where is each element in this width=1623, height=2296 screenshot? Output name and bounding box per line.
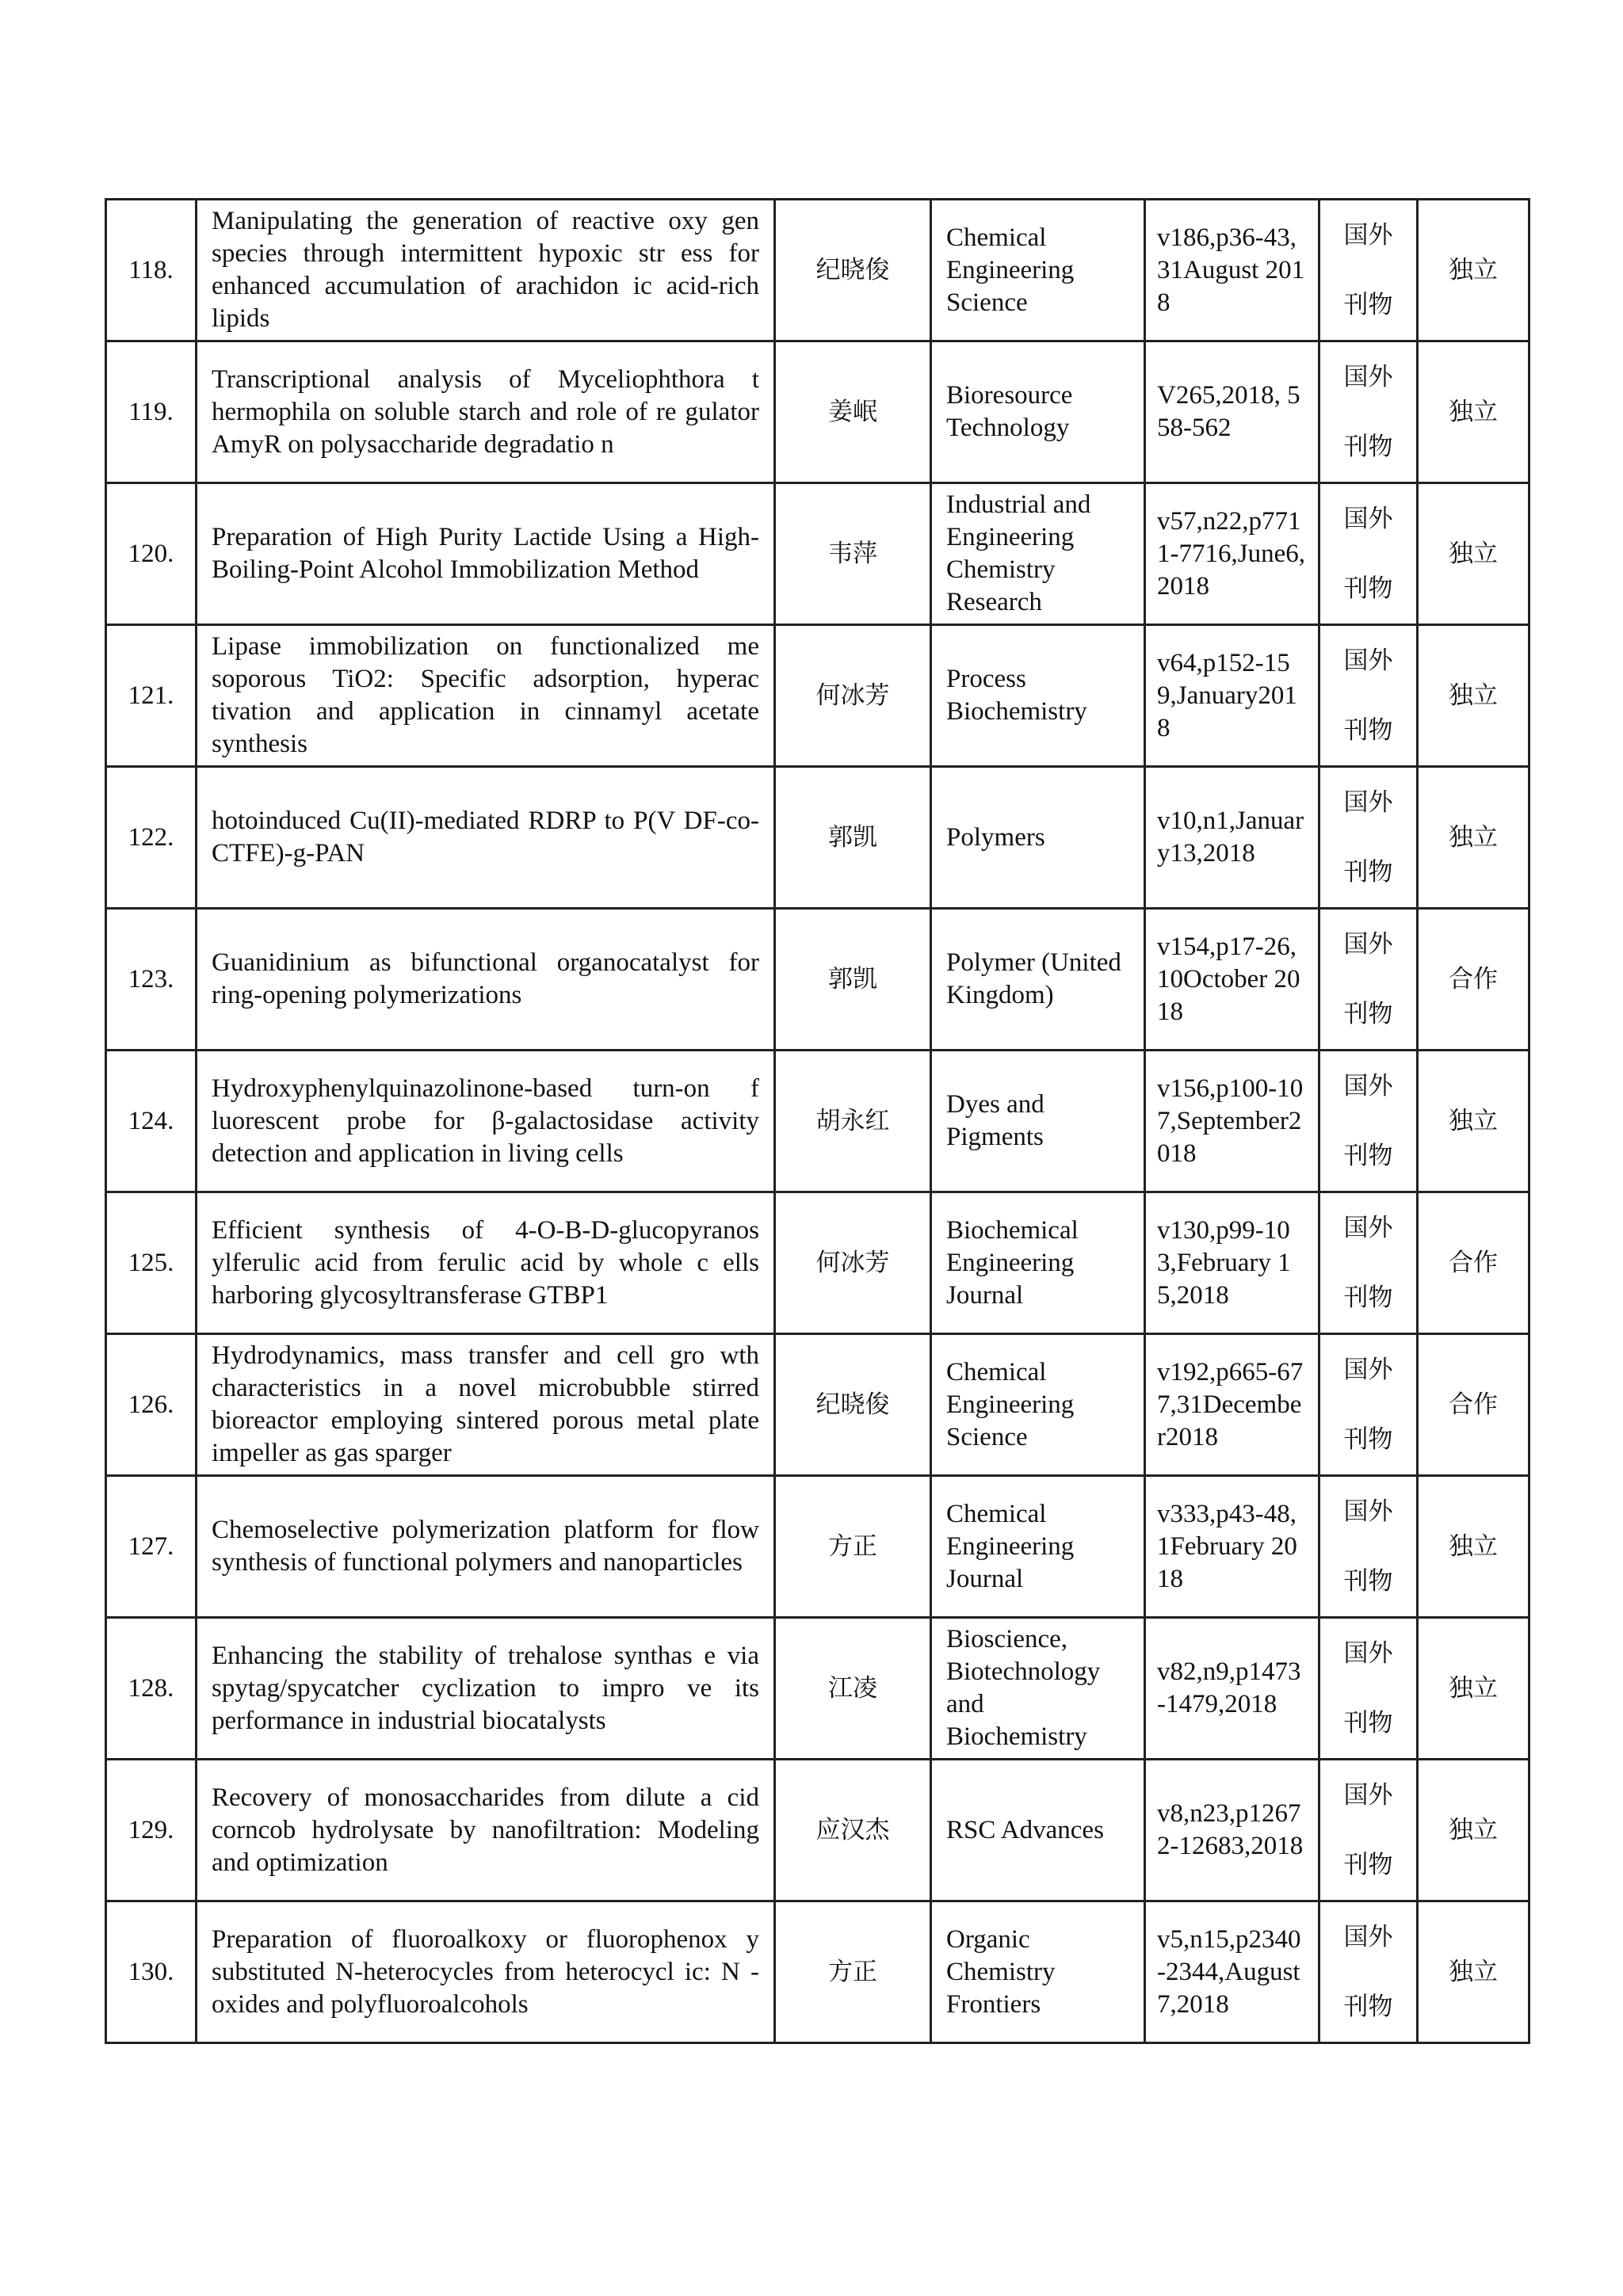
row-number: 124.: [106, 1051, 197, 1192]
publication-origin: [1319, 1618, 1418, 1760]
table-row: [106, 1051, 1529, 1192]
origin-text: 国外: [1343, 646, 1393, 675]
authorship-category: 独立: [1418, 767, 1529, 909]
origin-text: 刊物: [1343, 1993, 1393, 2021]
row-number: 129.: [106, 1760, 197, 1901]
authorship-category: 独立: [1418, 1760, 1529, 1901]
origin-text: 国外: [1343, 788, 1393, 817]
paper-title: Transcriptional analysis of Myceliophthora t hermophila on soluble starch and role of re gulator AmyR on polysaccharide degradatio n: [197, 341, 775, 483]
origin-text: 国外: [1343, 1923, 1393, 1951]
row-number: 121.: [106, 625, 197, 767]
volume-pages-date: v64,p152-159,January2018: [1145, 625, 1319, 767]
publication-origin: [1319, 1901, 1418, 2043]
paper-title: Lipase immobilization on functionalized me soporous TiO2: Specific adsorption, hyperac tivation and application in cinnamyl acetate synthesis: [197, 625, 775, 767]
publications-table: [105, 198, 1530, 2044]
volume-pages-date: v5,n15,p2340-2344,August7,2018: [1145, 1901, 1319, 2043]
table-row: [106, 1192, 1529, 1334]
authorship-category: 独立: [1418, 1051, 1529, 1192]
authorship-category: 独立: [1418, 1901, 1529, 2043]
row-number: 123.: [106, 909, 197, 1051]
volume-pages-date: v186,p36-43,31August 2018: [1145, 200, 1319, 341]
journal-name: Industrial and Engineering Chemistry Research: [931, 483, 1145, 625]
volume-pages-date: v333,p43-48,1February 2018: [1145, 1476, 1319, 1618]
publication-origin: [1319, 1192, 1418, 1334]
publication-origin: [1319, 1334, 1418, 1476]
origin-text: 刊物: [1343, 574, 1393, 603]
publication-origin: [1319, 1476, 1418, 1618]
row-number: 122.: [106, 767, 197, 909]
journal-name: Chemical Engineering Journal: [931, 1476, 1145, 1618]
publication-origin: [1319, 200, 1418, 341]
origin-text: 刊物: [1343, 433, 1393, 461]
journal-name: Polymers: [931, 767, 1145, 909]
author-name: 郭凯: [775, 909, 931, 1051]
origin-text: 国外: [1343, 221, 1393, 250]
authorship-category: 独立: [1418, 341, 1529, 483]
table-row: [106, 1760, 1529, 1901]
table-row: [106, 1476, 1529, 1618]
author-name: 姜岷: [775, 341, 931, 483]
journal-name: Chemical Engineering Science: [931, 1334, 1145, 1476]
origin-text: 刊物: [1343, 858, 1393, 887]
origin-text: 刊物: [1343, 1567, 1393, 1596]
origin-text: 刊物: [1343, 1851, 1393, 1879]
journal-name: Process Biochemistry: [931, 625, 1145, 767]
publication-origin: [1319, 1051, 1418, 1192]
publication-origin: [1319, 483, 1418, 625]
paper-title: Preparation of High Purity Lactide Using a High-Boiling-Point Alcohol Immobilization Method: [197, 483, 775, 625]
table-row: [106, 200, 1529, 341]
row-number: 126.: [106, 1334, 197, 1476]
journal-name: Organic Chemistry Frontiers: [931, 1901, 1145, 2043]
origin-text: 刊物: [1343, 1425, 1393, 1454]
volume-pages-date: V265,2018, 558-562: [1145, 341, 1319, 483]
table-row: [106, 483, 1529, 625]
authorship-category: 独立: [1418, 483, 1529, 625]
origin-text: 国外: [1343, 1356, 1393, 1384]
author-name: 韦萍: [775, 483, 931, 625]
paper-title: Hydroxyphenylquinazolinone-based turn-on f luorescent probe for β-galactosidase activity detection and application in living cells: [197, 1051, 775, 1192]
origin-text: 国外: [1343, 363, 1393, 391]
table-row: [106, 341, 1529, 483]
paper-title: Enhancing the stability of trehalose synthas e via spytag/spycatcher cyclization to impro ve its performance in industrial biocatalysts: [197, 1618, 775, 1760]
origin-text: 国外: [1343, 505, 1393, 533]
table-row: [106, 909, 1529, 1051]
row-number: 127.: [106, 1476, 197, 1618]
journal-name: Dyes and Pigments: [931, 1051, 1145, 1192]
journal-name: Biochemical Engineering Journal: [931, 1192, 1145, 1334]
author-name: 郭凯: [775, 767, 931, 909]
authorship-category: 独立: [1418, 625, 1529, 767]
origin-text: 刊物: [1343, 1283, 1393, 1312]
paper-title: Manipulating the generation of reactive oxy gen species through intermittent hypoxic str ess for enhanced accumulation of arachidon ic acid-rich lipids: [197, 200, 775, 341]
paper-title: Efficient synthesis of 4-O-B-D-glucopyranos ylferulic acid from ferulic acid by whole c ells harboring glycosyltransferase GTBP1: [197, 1192, 775, 1334]
origin-text: 刊物: [1343, 1000, 1393, 1028]
row-number: 125.: [106, 1192, 197, 1334]
author-name: 应汉杰: [775, 1760, 931, 1901]
paper-title: Chemoselective polymerization platform for flow synthesis of functional polymers and nanoparticles: [197, 1476, 775, 1618]
authorship-category: 合作: [1418, 1334, 1529, 1476]
origin-text: 国外: [1343, 1214, 1393, 1242]
table-row: [106, 767, 1529, 909]
volume-pages-date: v154,p17-26,10October 2018: [1145, 909, 1319, 1051]
authorship-category: 独立: [1418, 1476, 1529, 1618]
volume-pages-date: v156,p100-107,September2018: [1145, 1051, 1319, 1192]
row-number: 119.: [106, 341, 197, 483]
publication-origin: [1319, 767, 1418, 909]
author-name: 江凌: [775, 1618, 931, 1760]
journal-name: Bioscience, Biotechnology and Biochemistry: [931, 1618, 1145, 1760]
origin-text: 国外: [1343, 1781, 1393, 1810]
origin-text: 国外: [1343, 1072, 1393, 1100]
origin-text: 刊物: [1343, 291, 1393, 319]
author-name: 方正: [775, 1901, 931, 2043]
author-name: 方正: [775, 1476, 931, 1618]
table-row: [106, 1334, 1529, 1476]
author-name: 胡永红: [775, 1051, 931, 1192]
volume-pages-date: v10,n1,January13,2018: [1145, 767, 1319, 909]
volume-pages-date: v57,n22,p7711-7716,June6,2018: [1145, 483, 1319, 625]
author-name: 纪晓俊: [775, 200, 931, 341]
origin-text: 刊物: [1343, 716, 1393, 745]
paper-title: Preparation of fluoroalkoxy or fluorophenox y substituted N-heterocycles from heterocycl ic: N -oxides and polyfluoroalcohols: [197, 1901, 775, 2043]
row-number: 130.: [106, 1901, 197, 2043]
paper-title: Guanidinium as bifunctional organocatalyst for ring-opening polymerizations: [197, 909, 775, 1051]
row-number: 118.: [106, 200, 197, 341]
origin-text: 刊物: [1343, 1709, 1393, 1737]
paper-title: hotoinduced Cu(II)-mediated RDRP to P(V DF-co-CTFE)-g-PAN: [197, 767, 775, 909]
authorship-category: 独立: [1418, 200, 1529, 341]
author-name: 何冰芳: [775, 625, 931, 767]
authorship-category: 合作: [1418, 1192, 1529, 1334]
paper-title: Hydrodynamics, mass transfer and cell gro wth characteristics in a novel microbubble stirred bioreactor employing sintered porous metal plate impeller as gas sparger: [197, 1334, 775, 1476]
authorship-category: 合作: [1418, 909, 1529, 1051]
volume-pages-date: v130,p99-103,February 15,2018: [1145, 1192, 1319, 1334]
paper-title: Recovery of monosaccharides from dilute a cid corncob hydrolysate by nanofiltration: Modeling and optimization: [197, 1760, 775, 1901]
author-name: 纪晓俊: [775, 1334, 931, 1476]
publication-origin: [1319, 1760, 1418, 1901]
volume-pages-date: v82,n9,p1473-1479,2018: [1145, 1618, 1319, 1760]
table-row: [106, 1618, 1529, 1760]
volume-pages-date: v8,n23,p12672-12683,2018: [1145, 1760, 1319, 1901]
table-body: [106, 200, 1529, 2043]
origin-text: 国外: [1343, 930, 1393, 959]
journal-name: Chemical Engineering Science: [931, 200, 1145, 341]
origin-text: 刊物: [1343, 1142, 1393, 1170]
journal-name: Bioresource Technology: [931, 341, 1145, 483]
row-number: 120.: [106, 483, 197, 625]
table-row: [106, 1901, 1529, 2043]
author-name: 何冰芳: [775, 1192, 931, 1334]
row-number: 128.: [106, 1618, 197, 1760]
volume-pages-date: v192,p665-677,31December2018: [1145, 1334, 1319, 1476]
origin-text: 国外: [1343, 1639, 1393, 1668]
origin-text: 国外: [1343, 1497, 1393, 1526]
publication-origin: [1319, 341, 1418, 483]
authorship-category: 独立: [1418, 1618, 1529, 1760]
publication-origin: [1319, 625, 1418, 767]
table-row: [106, 625, 1529, 767]
journal-name: Polymer (United Kingdom): [931, 909, 1145, 1051]
journal-name: RSC Advances: [931, 1760, 1145, 1901]
publication-origin: [1319, 909, 1418, 1051]
